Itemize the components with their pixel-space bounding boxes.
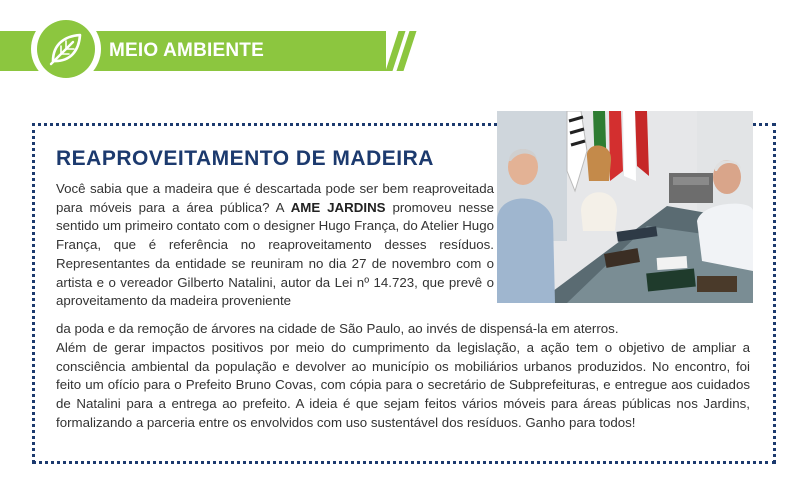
article-paragraph: Além de gerar impactos positivos por meio do cumprimento da legislação, a ação tem o objetivo de ampliar a consciência ambiental da população e devolver ao município os mobiliários urbanos produzidos. No encontro, foi feito um ofício para o Prefeito Bruno Covas, com cópia para o secretário de Subprefeituras, e entregue aos cuidados de Natalini para a entrega ao prefeito. A ideia é que sejam feitos vários móveis para áreas públicas nos Jardins, formalizando a parceria entre os envolvidos com uso sustentável dos resíduos. Ganho para todos! bbox=[56, 340, 750, 430]
frame-border bbox=[32, 123, 35, 463]
organization-name: AME JARDINS bbox=[290, 199, 386, 215]
article-paragraph-continuation: da poda e da remoção de árvores na cidade de São Paulo, ao invés de dispensá-la em aterros. bbox=[56, 321, 619, 336]
paragraph-text: Você sabia que a madeira que é descartada pode ser bem reaproveitada para móveis para a área pública? A bbox=[56, 181, 494, 215]
leaf-icon bbox=[47, 30, 85, 68]
meeting-photo bbox=[497, 111, 753, 303]
frame-border bbox=[773, 123, 776, 463]
paragraph-text: promoveu nesse sentido um primeiro contato com o designer Hugo França, do Atelier Hugo França, que é referência no reaproveitamento desses resíduos. Representantes da entidade se reuniram no dia 27 de novembro com o artista e o vereador Gilberto Natalini, autor da Lei nº 14.723, que prevê o aproveitamento da madeira proveniente bbox=[56, 199, 494, 309]
article-title: REAPROVEITAMENTO DE MADEIRA bbox=[56, 147, 434, 170]
frame-border bbox=[32, 123, 497, 126]
frame-border bbox=[32, 461, 776, 464]
article-paragraph bbox=[56, 180, 494, 311]
section-badge bbox=[31, 14, 101, 84]
section-title: MEIO AMBIENTE bbox=[109, 40, 264, 61]
